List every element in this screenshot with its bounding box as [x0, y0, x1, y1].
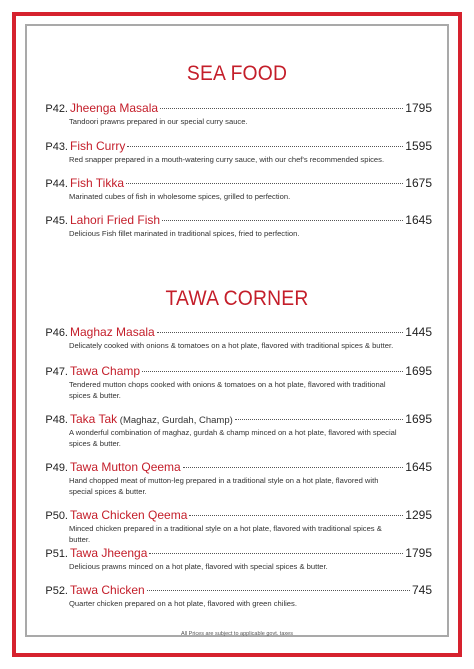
dot-leader [189, 515, 403, 516]
item-name: Taka Tak (Maghaz, Gurdah, Champ) [70, 412, 233, 426]
item-code: P42. [45, 103, 68, 115]
item-description: Tandoori prawns prepared in our special curry sauce. [69, 117, 248, 126]
menu-item-p49 [40, 460, 432, 497]
item-code: P52. [45, 585, 68, 597]
item-price: 1445 [405, 325, 432, 339]
item-price: 1695 [405, 364, 432, 378]
dot-leader [183, 467, 404, 468]
dot-leader [157, 332, 404, 333]
item-price: 1595 [405, 139, 432, 153]
dot-leader [149, 553, 403, 554]
item-code: P44. [45, 178, 68, 190]
item-price: 1795 [405, 101, 432, 115]
section-title-sea-food: SEA FOOD [186, 62, 288, 85]
item-description: A wonderful combination of maghaz, gurdah & champ minced on a hot plate, flavored with special spices & butter. [69, 428, 397, 448]
dot-leader [235, 419, 404, 420]
dot-leader [160, 108, 403, 109]
menu-item-p48 [40, 412, 432, 449]
item-name: Jheenga Masala [70, 101, 159, 115]
menu-item-p52 [40, 583, 432, 610]
item-price: 1645 [405, 460, 432, 474]
item-description: Delicious prawns minced on a hot plate, flavored with special spices & butter. [69, 562, 328, 571]
item-price: 745 [411, 583, 432, 597]
menu-item-p46 [40, 325, 432, 352]
item-description: Quarter chicken prepared on a hot plate, flavored with green chilies. [69, 599, 297, 608]
tax-footnote: All Prices are subject to applicable govt. taxes [181, 631, 293, 637]
item-code: P46. [45, 327, 68, 339]
dot-leader [162, 220, 403, 221]
item-name: Maghaz Masala [70, 325, 155, 339]
menu-item-p42 [40, 101, 432, 128]
item-description: Hand chopped meat of mutton-leg prepared in a traditional style on a hot plate, flavored with special spices & butter. [69, 476, 379, 496]
item-price: 1675 [405, 176, 432, 190]
item-code: P45. [45, 215, 68, 227]
item-name: Tawa Mutton Qeema [70, 460, 181, 474]
item-name: Lahori Fried Fish [70, 213, 161, 227]
dot-leader [127, 146, 403, 147]
menu-item-p51 [40, 546, 432, 573]
item-price: 1295 [405, 508, 432, 522]
item-code: P48. [45, 414, 68, 426]
item-description: Tendered mutton chops cooked with onions & tomatoes on a hot plate, flavored with traditional spices & butter. [69, 380, 386, 400]
item-price: 1645 [405, 213, 432, 227]
item-description: Delicately cooked with onions & tomatoes on a hot plate, flavored with traditional spices & butter. [69, 341, 394, 350]
item-name: Tawa Champ [70, 364, 141, 378]
item-description: Minced chicken prepared in a traditional style on a hot plate, flavored with traditional spices & butter. [69, 524, 382, 544]
menu-item-p47 [40, 364, 432, 401]
menu-item-p43 [40, 139, 432, 166]
item-price: 1795 [405, 546, 432, 560]
menu-item-p44 [40, 176, 432, 203]
item-price: 1695 [405, 412, 432, 426]
section-title-tawa-corner: TAWA CORNER [165, 287, 309, 310]
menu-item-p50 [40, 508, 432, 545]
dot-leader [126, 183, 403, 184]
item-code: P51. [45, 548, 68, 560]
item-code: P43. [45, 141, 68, 153]
item-name: Fish Tikka [70, 176, 125, 190]
item-description: Marinated cubes of fish in wholesome spices, grilled to perfection. [69, 192, 291, 201]
item-code: P47. [45, 366, 68, 378]
item-name: Fish Curry [70, 139, 126, 153]
menu-item-p45 [40, 213, 432, 240]
item-code: P49. [45, 462, 68, 474]
dot-leader [147, 590, 410, 591]
item-description: Delicious Fish fillet marinated in traditional spices, fried to perfection. [69, 229, 300, 238]
item-name: Tawa Jheenga [70, 546, 148, 560]
dot-leader [142, 371, 403, 372]
item-code: P50. [45, 510, 68, 522]
item-description: Red snapper prepared in a mouth-watering curry sauce, with our chef's recommended spices. [69, 155, 385, 164]
item-name: Tawa Chicken [70, 583, 145, 597]
item-name: Tawa Chicken Qeema [70, 508, 188, 522]
